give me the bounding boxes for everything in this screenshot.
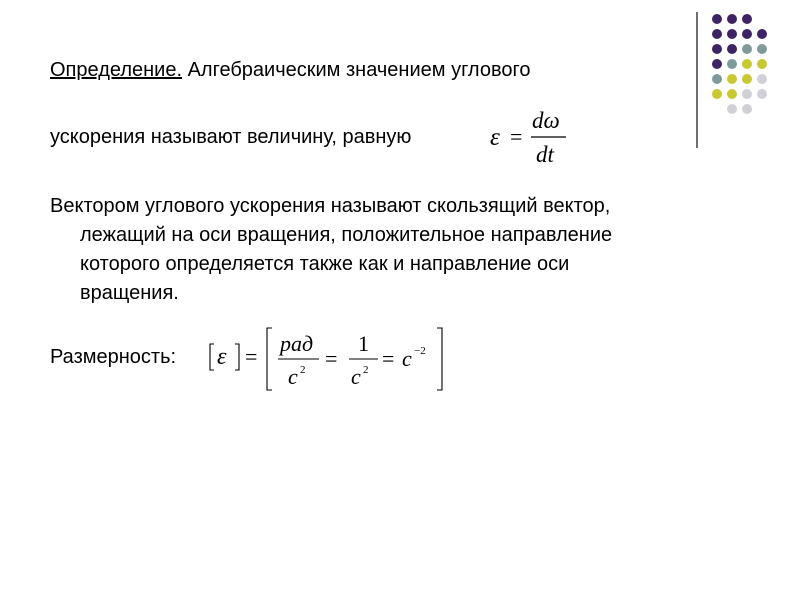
formula-epsilon-numerator: dω (532, 108, 560, 133)
decorative-divider (696, 12, 698, 148)
dimension-frac2-denominator: c (351, 364, 361, 389)
decorative-dot-grid (710, 14, 780, 129)
decorative-dot (712, 89, 722, 99)
definition-text-1: Алгебраическим значением углового (182, 59, 531, 81)
formula-dimension (206, 324, 454, 401)
decorative-dot (742, 89, 752, 99)
definition-line-1 (50, 56, 530, 84)
decorative-dot (757, 59, 767, 69)
formula-epsilon-svg (488, 104, 578, 168)
definition-line-2: ускорения называют величину, равную (50, 126, 412, 148)
dimension-result-base: c (402, 346, 412, 371)
vector-paragraph-line-2: лежащий на оси вращения, положительное направление (80, 224, 613, 246)
dimension-frac1-denominator: c (288, 364, 298, 389)
dimension-result-exponent: −2 (414, 345, 426, 357)
formula-angular-acceleration (488, 104, 578, 173)
decorative-dot (757, 74, 767, 84)
dimension-equals-1: = (245, 344, 258, 369)
decorative-dot (757, 29, 767, 39)
decorative-dot (727, 29, 737, 39)
dimension-frac2-exponent: 2 (363, 364, 369, 376)
dimension-frac1-exponent: 2 (300, 364, 306, 376)
decorative-dot (727, 104, 737, 114)
decorative-dot (712, 29, 722, 39)
decorative-dot (742, 14, 752, 24)
decorative-dot (742, 104, 752, 114)
vector-paragraph-line-4: вращения. (80, 282, 179, 304)
decorative-dot (757, 44, 767, 54)
decorative-dot (742, 29, 752, 39)
decorative-dot (727, 14, 737, 24)
dimension-label: Размерность: (50, 346, 177, 368)
formula-epsilon-equals: = (510, 124, 523, 149)
dimension-lhs-right-bracket (235, 344, 239, 370)
decorative-dot (727, 89, 737, 99)
decorative-dot (712, 44, 722, 54)
dimension-equals-3: = (382, 346, 395, 371)
decorative-dot (712, 14, 722, 24)
formula-dimension-svg (206, 324, 454, 396)
decorative-dot (712, 74, 722, 84)
decorative-dot (742, 59, 752, 69)
dimension-big-left-bracket (267, 328, 272, 390)
dimension-frac2-numerator: 1 (358, 331, 369, 356)
formula-epsilon-denominator: dt (536, 142, 554, 167)
formula-epsilon-symbol: ε (490, 124, 500, 151)
decorative-dot (742, 74, 752, 84)
decorative-dot (727, 59, 737, 69)
definition-term: Определение. (50, 59, 183, 81)
vector-paragraph-line-1: Вектором углового ускорения называют скользящий вектор, (50, 195, 611, 217)
dimension-lhs-epsilon: ε (217, 344, 227, 370)
decorative-dot (712, 59, 722, 69)
vector-paragraph-line-3: которого определяется также как и направление оси (80, 253, 570, 275)
dimension-frac1-numerator: рад (280, 331, 314, 356)
dimension-big-right-bracket (437, 328, 442, 390)
decorative-dot (757, 89, 767, 99)
dimension-equals-2: = (325, 346, 338, 371)
dimension-lhs-left-bracket (210, 344, 214, 370)
vector-definition-paragraph (50, 192, 710, 308)
decorative-dot (727, 44, 737, 54)
decorative-dot (742, 44, 752, 54)
decorative-dot (727, 74, 737, 84)
